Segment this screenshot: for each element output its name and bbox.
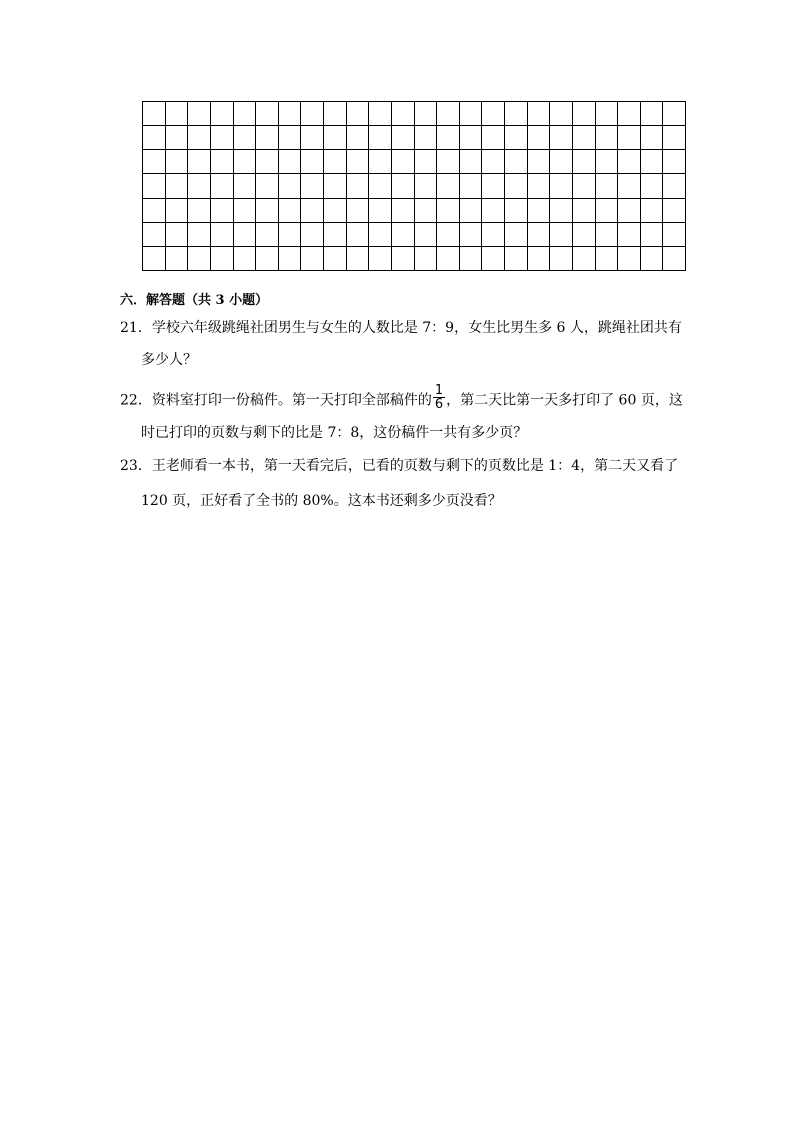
grid-cell [143,150,166,174]
question-21-line-1: 21．学校六年级跳绳社团男生与女生的人数比是 7：9，女生比男生多 6 人，跳绳社团共有 [120,320,682,336]
grid-cell [482,102,505,126]
grid-cell [278,126,301,150]
grid-cell [165,246,188,270]
grid-cell [527,222,550,246]
grid-cell [550,126,573,150]
grid-cell [595,246,618,270]
grid-cell [437,102,460,126]
grid-cell [324,246,347,270]
grid-cell [505,150,528,174]
grid-cell [414,150,437,174]
grid-cell [505,222,528,246]
grid-cell [188,150,211,174]
grid-cell [324,198,347,222]
grid-cell [143,198,166,222]
grid-cell [143,174,166,198]
grid-cell [482,222,505,246]
grid-cell [550,222,573,246]
section-heading: 六．解答题（共 3 小题） [120,293,269,308]
grid-cell [572,150,595,174]
grid-cell [663,222,686,246]
grid-cell [188,246,211,270]
grid-cell [369,198,392,222]
grid-cell [391,246,414,270]
question-21-line-2: 多少人？ [141,352,197,368]
grid-cell [391,174,414,198]
grid-cell [143,126,166,150]
grid-cell [414,174,437,198]
grid-cell [278,102,301,126]
grid-cell [278,174,301,198]
grid-cell [663,126,686,150]
grid-cell [391,126,414,150]
grid-cell [459,174,482,198]
grid-cell [414,198,437,222]
grid-cell [256,126,279,150]
grid-cell [527,174,550,198]
grid-cell [595,102,618,126]
grid-cell [527,246,550,270]
grid-cell [256,222,279,246]
grid-cell [165,102,188,126]
grid-cell [437,126,460,150]
grid-cell [165,150,188,174]
grid-cell [346,246,369,270]
grid-cell [572,198,595,222]
grid-cell [188,222,211,246]
grid-cell [572,126,595,150]
grid-cell [482,126,505,150]
grid-cell [527,102,550,126]
grid-cell [391,198,414,222]
grid-cell [165,222,188,246]
grid-cell [391,150,414,174]
grid-cell [233,174,256,198]
grid-cell [256,174,279,198]
fraction-numerator: 1 [434,383,444,398]
grid-cell [640,222,663,246]
grid-cell [618,126,641,150]
question-22-line-2: 时已打印的页数与剩下的比是 7：8，这份稿件一共有多少页？ [141,425,528,441]
fraction [433,384,445,411]
grid-cell [414,126,437,150]
grid-cell [143,222,166,246]
grid-cell [482,150,505,174]
grid-cell [369,174,392,198]
grid-cell [414,222,437,246]
grid-cell [595,150,618,174]
grid-cell [369,150,392,174]
grid-cell [391,102,414,126]
grid-cell [278,222,301,246]
answer-grid [142,101,686,271]
grid-cell [572,246,595,270]
grid-cell [527,126,550,150]
grid-cell [256,102,279,126]
grid-cell [595,126,618,150]
grid-cell [369,102,392,126]
grid-cell [233,198,256,222]
grid-cell [437,246,460,270]
grid-cell [640,246,663,270]
grid-cell [324,150,347,174]
grid-cell [301,102,324,126]
grid-cell [210,198,233,222]
grid-cell [346,222,369,246]
grid-cell [663,102,686,126]
grid-cell [301,198,324,222]
grid-cell [459,198,482,222]
grid-cell [663,150,686,174]
grid-cell [595,222,618,246]
grid-cell [618,150,641,174]
grid-cell [505,174,528,198]
grid-cell [301,222,324,246]
grid-cell [346,102,369,126]
grid-cell [165,198,188,222]
grid-cell [188,198,211,222]
grid-cell [143,246,166,270]
grid-cell [369,246,392,270]
grid-cell [663,198,686,222]
grid-cell [437,198,460,222]
grid-cell [437,150,460,174]
grid-cell [663,174,686,198]
grid-cell [143,102,166,126]
grid-row [143,174,686,198]
grid-cell [233,102,256,126]
grid-cell [165,126,188,150]
grid-cell [278,246,301,270]
grid-cell [640,198,663,222]
grid-cell [640,102,663,126]
grid-cell [482,198,505,222]
fraction-denominator: 6 [434,397,444,412]
grid-cell [210,150,233,174]
grid-cell [572,174,595,198]
grid-cell [346,150,369,174]
grid-cell [414,246,437,270]
grid-cell [278,150,301,174]
grid-cell [233,126,256,150]
grid-cell [459,246,482,270]
question-22-text-before: 22．资料室打印一份稿件。第一天打印全部稿件的 [120,392,432,409]
grid-cell [618,246,641,270]
grid-cell [324,174,347,198]
grid-cell [210,126,233,150]
question-22-text-after: ，第二天比第一天多打印了 60 页，这 [446,392,683,409]
grid-cell [663,246,686,270]
grid-cell [505,246,528,270]
grid-cell [572,102,595,126]
grid-cell [550,102,573,126]
grid-cell [324,126,347,150]
grid-row [143,246,686,270]
grid-cell [414,102,437,126]
grid-cell [188,126,211,150]
grid-cell [346,174,369,198]
grid-cell [459,126,482,150]
grid-cell [437,222,460,246]
grid-cell [301,150,324,174]
question-23-line-1: 23．王老师看一本书，第一天看完后，已看的页数与剩下的页数比是 1：4，第二天又看了 [120,458,679,474]
grid-cell [618,102,641,126]
grid-cell [550,198,573,222]
grid-cell [572,222,595,246]
grid-row [143,126,686,150]
grid-cell [550,246,573,270]
grid-cell [595,174,618,198]
grid-row [143,150,686,174]
grid-cell [301,246,324,270]
grid-cell [369,222,392,246]
grid-cell [256,246,279,270]
grid-cell [210,102,233,126]
grid-cell [165,174,188,198]
grid-row [143,222,686,246]
grid-cell [618,174,641,198]
grid-cell [301,174,324,198]
grid-cell [278,198,301,222]
question-22-line-1 [120,383,683,414]
grid-cell [210,174,233,198]
grid-cell [459,222,482,246]
grid-cell [324,222,347,246]
grid-cell [301,126,324,150]
grid-cell [618,198,641,222]
grid-cell [188,174,211,198]
grid-cell [618,222,641,246]
grid-cell [459,150,482,174]
grid-cell [459,102,482,126]
grid-row [143,198,686,222]
grid-cell [505,126,528,150]
grid-cell [256,150,279,174]
grid-cell [505,102,528,126]
grid-cell [369,126,392,150]
grid-cell [437,174,460,198]
grid-cell [324,102,347,126]
grid-cell [188,102,211,126]
grid-cell [505,198,528,222]
grid-cell [595,198,618,222]
grid-cell [233,246,256,270]
grid-cell [233,150,256,174]
question-23-line-2: 120 页，正好看了全书的 80%。这本书还剩多少页没看？ [141,493,502,509]
grid-cell [527,198,550,222]
grid-row [143,102,686,126]
grid-cell [346,198,369,222]
grid-cell [482,246,505,270]
grid-cell [391,222,414,246]
grid-cell [640,174,663,198]
grid-cell [640,150,663,174]
grid-cell [256,198,279,222]
grid-cell [640,126,663,150]
grid-cell [210,222,233,246]
grid-cell [346,126,369,150]
grid-cell [210,246,233,270]
grid-cell [550,150,573,174]
grid-cell [482,174,505,198]
grid-cell [550,174,573,198]
grid-cell [527,150,550,174]
grid-cell [233,222,256,246]
